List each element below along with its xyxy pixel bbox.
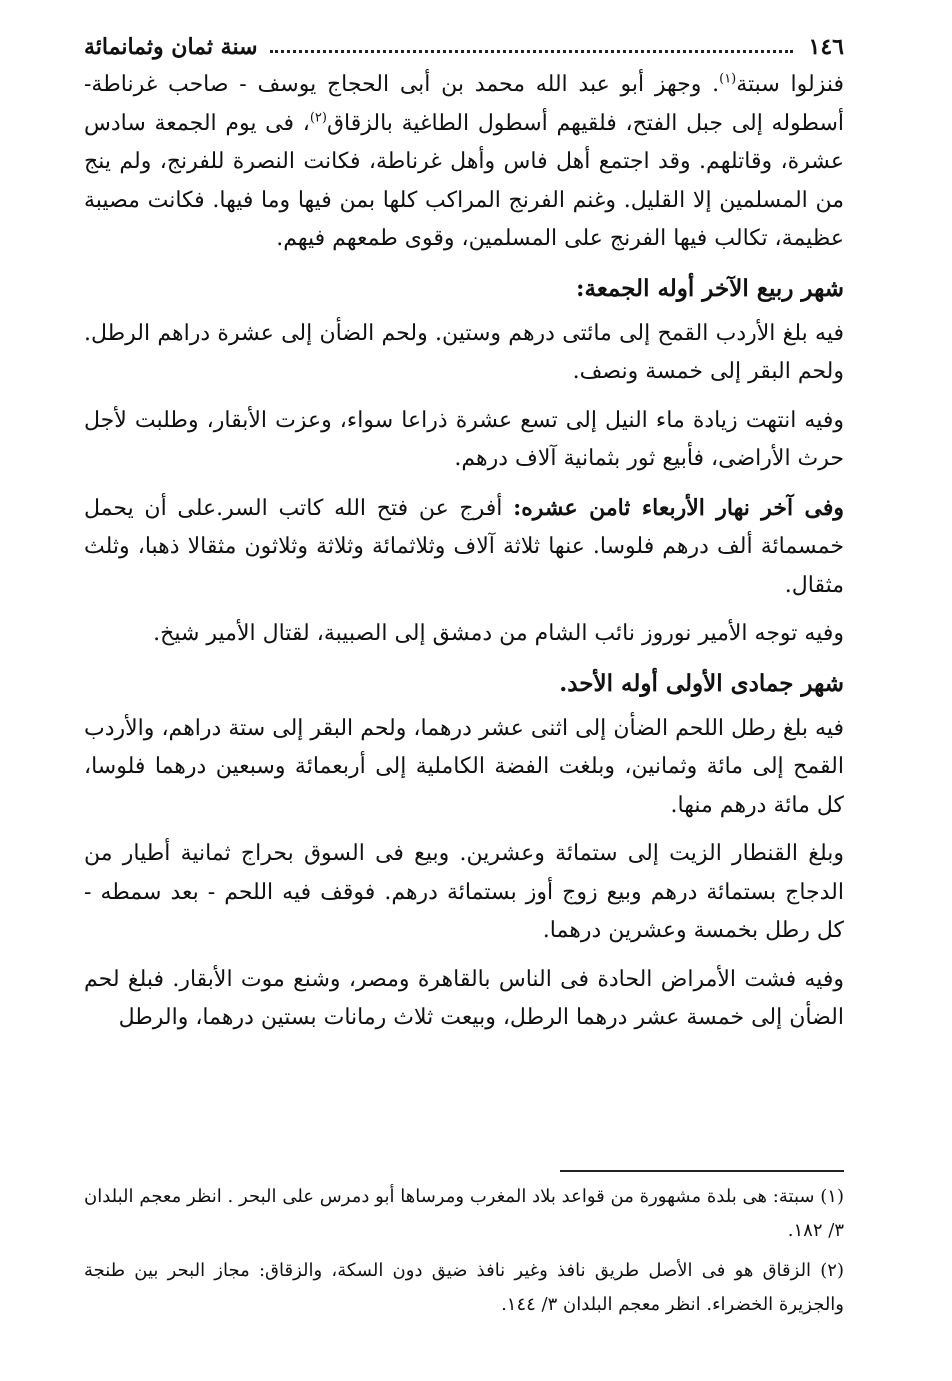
page-number: ١٤٦ [808, 34, 844, 60]
footnote-separator [560, 1170, 844, 1172]
paragraph-jumada-prices: فيه بلغ رطل اللحم الضأن إلى اثنى عشر درهما، ولحم البقر إلى ستة دراهم، والأردب القمح إلى مائة وثمانين، وبلغت الفضة الكاملية إلى أربعمائة وسبعين درهما فلوسا، كل مائة درهم منها. [84, 715, 844, 818]
header-dot-leader [270, 50, 793, 53]
footnote-2: (٢) الزقاق هو فى الأصل طريق نافذ وغير نافذ ضيق دون السكة، والزقاق: مجاز البحر بين طنجة والجزيرة الخضراء. انظر معجم البلدان ٣/ ١٤٤. [84, 1260, 844, 1315]
footnotes [84, 1180, 844, 1328]
paragraph-rabi-nawruz: وفيه توجه الأمير نوروز نائب الشام من دمشق إلى الصبيبة، لقتال الأمير شيخ. [153, 621, 844, 646]
page [84, 28, 844, 1048]
paragraph-jumada-disease: وفيه فشت الأمراض الحادة فى الناس بالقاهرة ومصر، وشنع موت الأبقار. فبلغ لحم الضأن إلى خمسة عشر درهما الرطل، وبيعت ثلاث رمانات بستين درهما، والرطل [84, 966, 844, 1030]
paragraph-intro [84, 66, 844, 259]
running-title: سنة ثمان وثمانمائة [84, 34, 258, 60]
text-run: . وجهز أبو عبد الله محمد بن أبى الحجاج يوسف - صاحب غرناطة- أسطوله إلى جبل الفتح، فلقيهم أسطول الطاغية بالزقاق [84, 72, 845, 136]
paragraph-rabi-prices: فيه بلغ الأردب القمح إلى مائتى درهم وستين. ولحم الضأن إلى عشرة دراهم الرطل. ولحم البقر إلى خمسة ونصف. [84, 320, 844, 384]
paragraph-rabi-nile: وفيه انتهت زيادة ماء النيل إلى تسع عشرة ذراعا سواء، وعزت الأبقار، وطلبت لأجل حرث الأراضى، فأبيع ثور بثمانية آلاف درهم. [84, 407, 844, 471]
text-run: أفرج عن فتح الله كاتب السر.على أن يحمل خمسمائة ألف درهم فلوسا. عنها ثلاثة آلاف وثلاثمائة وثلاثة وثلاثون مثقالا ذهبا، وثلث مثقال. [84, 495, 844, 598]
text-run: ، فى يوم الجمعة سادس عشرة، وقاتلهم. وقد اجتمع أهل فاس وأهل غرناطة، فكانت النصرة للفرنج، ولم ينج من المسلمين إلا القليل. وغنم الفرنج المراكب كلها بمن فيها وما فيها. فكانت مصيبة عظيمة، تكالب فيها الفرنج على المسلمين، وقوى طمعهم فيهم. [84, 110, 844, 251]
paragraph-jumada-oil: وبلغ القنطار الزيت إلى ستمائة وعشرين. وبيع فى السوق بحراج ثمانية أطيار من الدجاج بستمائة درهم وبيع زوج أوز بستمائة درهم. فوقف فيه اللحم - بعد سمطه - كل رطل بخمسة وعشرين درهما. [84, 841, 844, 943]
page-header [84, 28, 844, 66]
paragraph-rabi-release [84, 489, 844, 606]
main-text [84, 66, 844, 1038]
section-heading-rabi: شهر ربيع الآخر أوله الجمعة: [576, 274, 844, 302]
text-run: فنزلوا سبتة [736, 72, 844, 97]
section-heading-jumada: شهر جمادى الأولى أوله الأحد. [559, 669, 844, 697]
footnote-ref-1: (١) [719, 71, 737, 87]
footnote-1: (١) سبتة: هى بلدة مشهورة من قواعد بلاد المغرب ومرساها أبو دمرس على البحر . انظر معجم البلدان ٣/ ١٨٢. [84, 1186, 844, 1241]
footnote-ref-2: (٢) [309, 110, 327, 126]
paragraph-lead: وفى آخر نهار الأربعاء ثامن عشره: [513, 494, 845, 521]
